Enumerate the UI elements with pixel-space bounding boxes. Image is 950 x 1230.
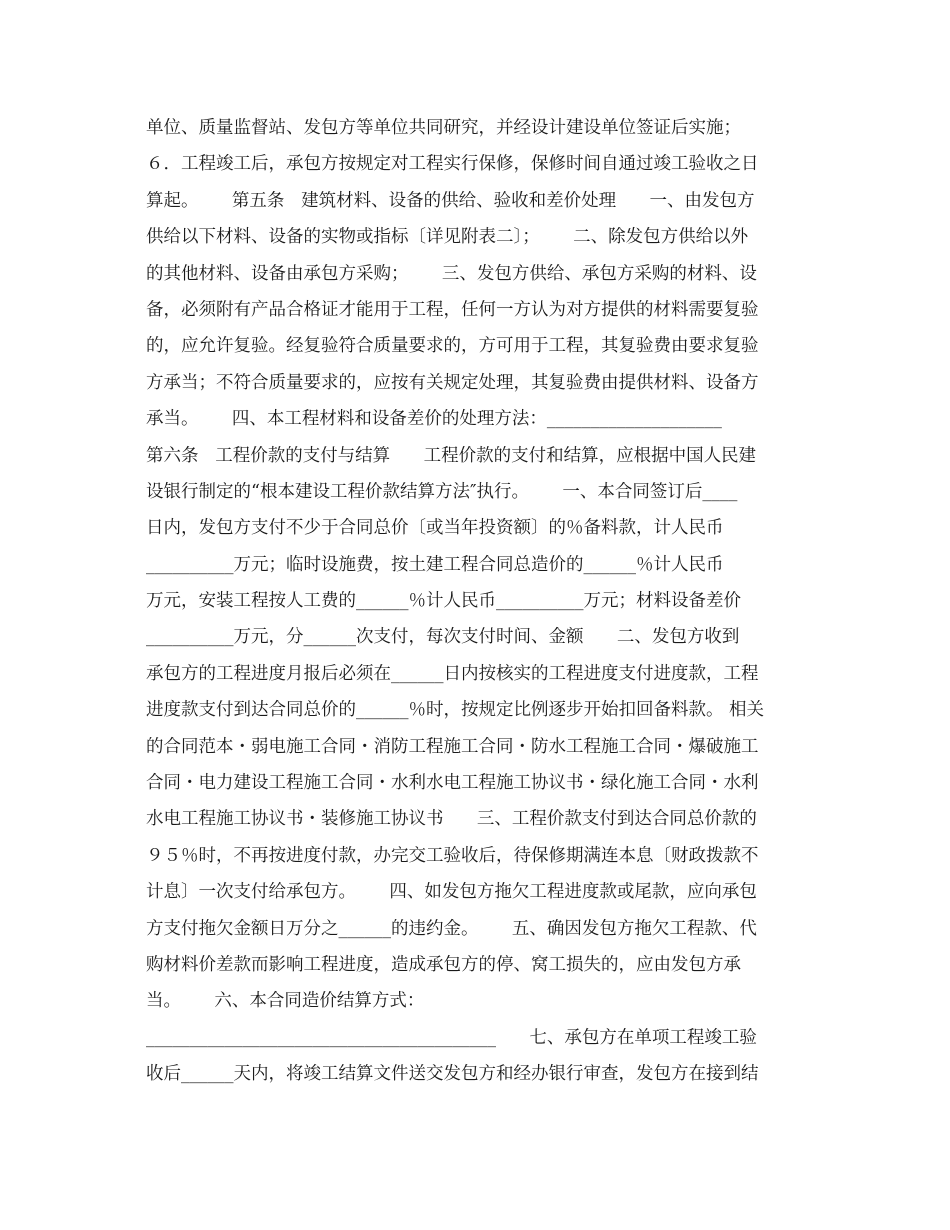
text-line: 方承当；不符合质量要求的，应按有关规定处理，其复验费由提供材料、设备方 [146, 372, 759, 393]
text-line: 供给以下材料、设备的实物或指标〔详见附表二〕； 二、除发包方供给以外 [146, 227, 749, 248]
text-line: 设银行制定的“根本建设工程价款结算方法″执行。 一、本合同签订后____ [146, 481, 738, 502]
text-line: 承包方的工程进度月报后必须在______日内按核实的工程进度支付进度款，工程 [146, 663, 759, 684]
text-line: 算起。 第五条 建筑材料、设备的供给、验收和差价处理 一、由发包方 [146, 190, 755, 211]
text-line: ________________________________________ 七、承包方在单项工程竣工验 [146, 1027, 757, 1048]
text-line: 购材料价差款而影响工程进度，造成承包方的停、窝工损失的，应由发包方承 [146, 954, 741, 975]
text-line: 水电工程施工协议书・装修施工协议书 三、工程价款支付到达合同总价款的 [146, 809, 757, 830]
text-line: 方支付拖欠金额日万分之______的违约金。 五、确因发包方拖欠工程款、代 [146, 918, 757, 939]
text-line: 当。 六、本合同造价结算方式： [146, 991, 425, 1012]
text-line: __________万元，分______次支付，每次支付时间、金额 二、发包方收到 [146, 627, 740, 648]
text-line: 第六条 工程价款的支付与结算 工程价款的支付和结算，应根据中国人民建 [146, 445, 757, 466]
text-line: ６．工程竣工后，承包方按规定对工程实行保修，保修时间自通过竣工验收之日 [146, 154, 759, 175]
text-line: ９５％时，不再按进度付款，办完交工验收后，待保修期满连本息〔财政拨款不 [146, 845, 759, 866]
text-line: 的其他材料、设备由承包方采购； 三、发包方供给、承包方采购的材料、设 [146, 263, 757, 284]
text-line: 收后______天内，将竣工结算文件送交发包方和经办银行审查，发包方在接到结 [146, 1064, 759, 1085]
text-line: 的，应允许复验。经复验符合质量要求的，方可用于工程，其复验费由要求复验 [146, 336, 759, 357]
text-line: 进度款支付到达合同总价的______％时，按规定比例逐步开始扣回备料款。 相关 [146, 700, 765, 721]
text-line: 日内，发包方支付不少于合同总价〔或当年投资额〕的％备料款，计人民币 [146, 518, 724, 539]
contract-text-body [146, 110, 806, 1093]
text-line: 备，必须附有产品合格证才能用于工程，任何一方认为对方提供的材料需要复验 [146, 299, 759, 320]
text-line: 万元，安装工程按人工费的______％计人民币__________万元；材料设备差价 [146, 591, 741, 612]
text-line: 计息〕一次支付给承包方。 四、如发包方拖欠工程进度款或尾款，应向承包 [146, 882, 757, 903]
text-line: 承当。 四、本工程材料和设备差价的处理方法：____________________ [146, 409, 722, 430]
text-line: 合同・电力建设工程施工合同・水利水电工程施工协议书・绿化施工合同・水利 [146, 773, 759, 794]
text-line: 单位、质量监督站、发包方等单位共同研究，并经设计建设单位签证后实施； [146, 118, 741, 138]
text-line: __________万元；临时设施费，按土建工程合同总造价的______％计人民币 [146, 554, 724, 575]
text-line: 的合同范本・弱电施工合同・消防工程施工合同・防水工程施工合同・爆破施工 [146, 736, 759, 757]
